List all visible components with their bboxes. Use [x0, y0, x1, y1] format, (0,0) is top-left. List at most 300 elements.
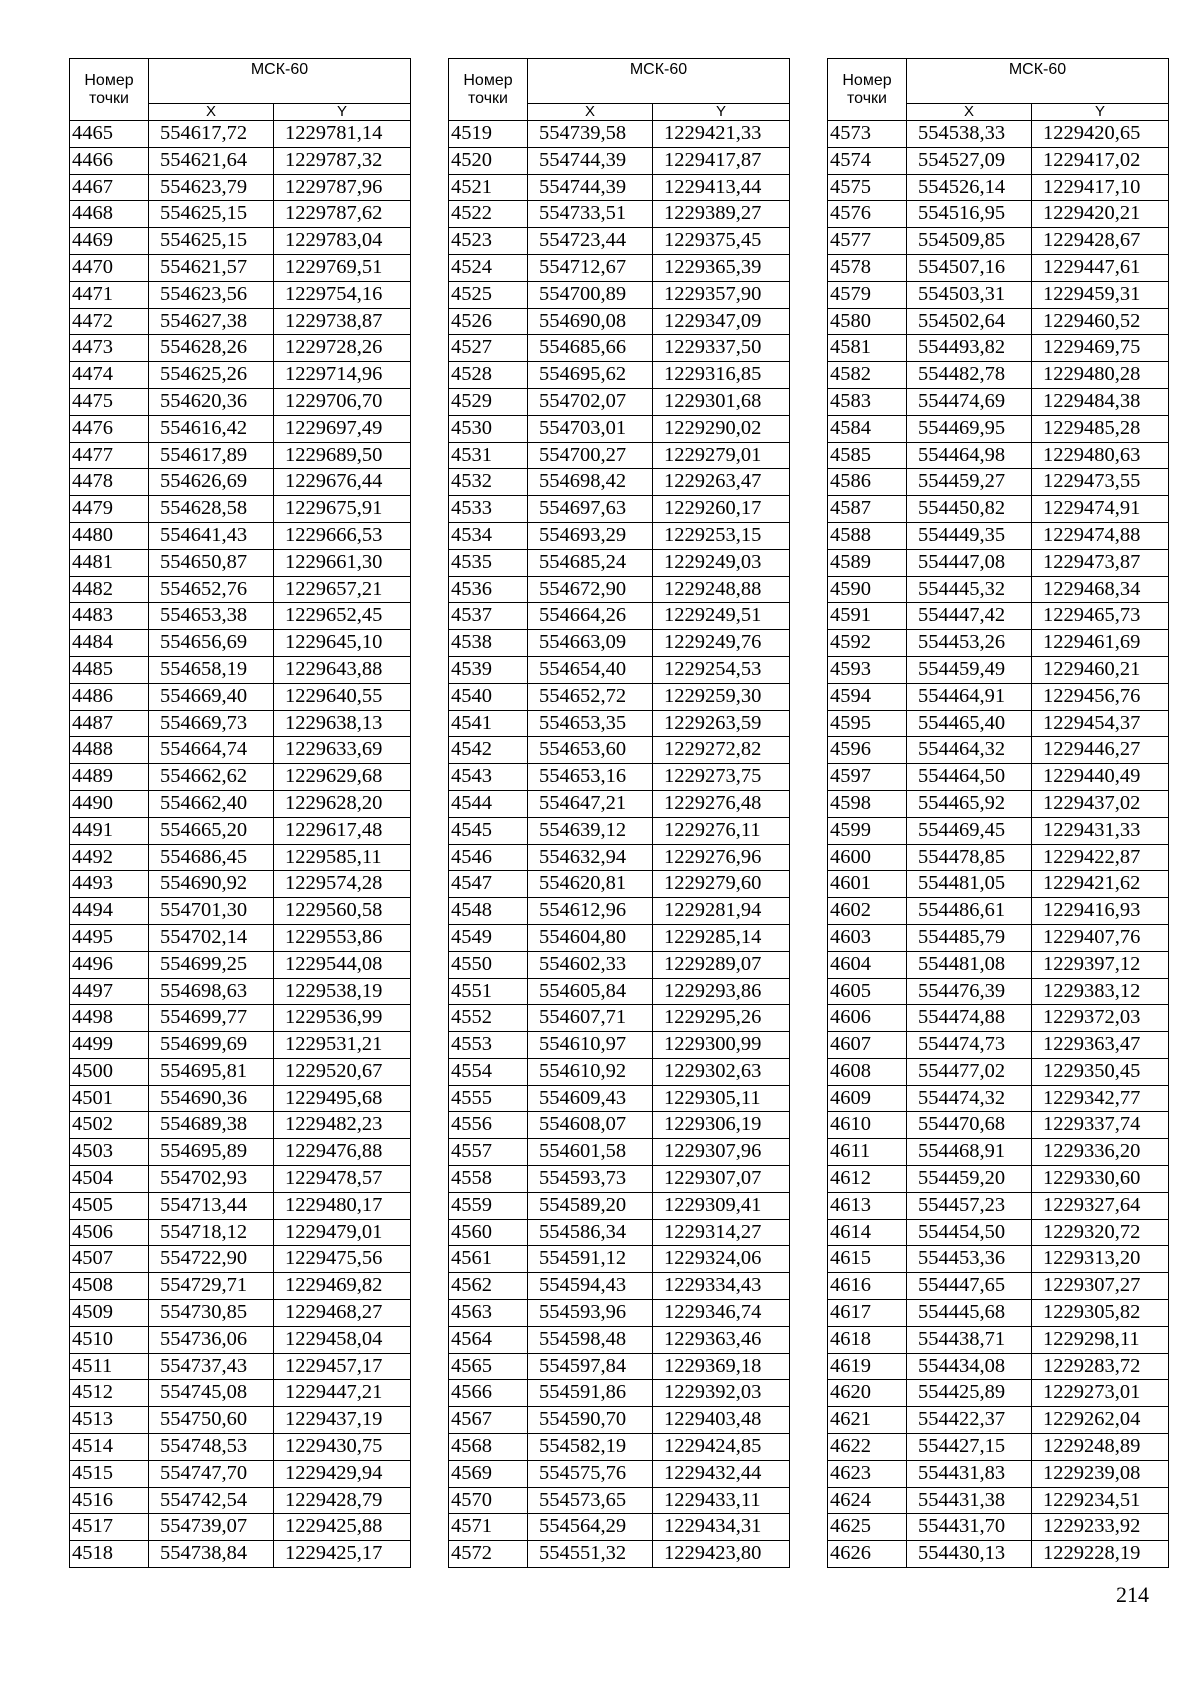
table-row [449, 1514, 790, 1541]
y-coordinate-cell: 1229480,17 [274, 1192, 411, 1219]
x-coordinate-cell: 554481,05 [907, 871, 1032, 898]
point-number-cell: 4509 [70, 1300, 149, 1327]
y-coordinate-cell: 1229249,03 [653, 549, 790, 576]
point-number-cell: 4601 [828, 871, 907, 898]
y-coordinate-cell: 1229429,94 [274, 1460, 411, 1487]
table-row [828, 1487, 1169, 1514]
point-number-cell: 4578 [828, 254, 907, 281]
point-number-cell: 4513 [70, 1407, 149, 1434]
y-coordinate-cell: 1229431,33 [1032, 817, 1169, 844]
point-number-cell: 4468 [70, 201, 149, 228]
point-number-cell: 4483 [70, 603, 149, 630]
y-coordinate-cell: 1229350,45 [1032, 1058, 1169, 1085]
x-coordinate-cell: 554690,08 [528, 308, 653, 335]
x-coordinate-cell: 554527,09 [907, 147, 1032, 174]
table-row [449, 442, 790, 469]
table-row [449, 710, 790, 737]
y-coordinate-cell: 1229473,55 [1032, 469, 1169, 496]
point-number-cell: 4538 [449, 630, 528, 657]
x-coordinate-cell: 554468,91 [907, 1139, 1032, 1166]
table-row [70, 1514, 411, 1541]
y-coordinate-cell: 1229383,12 [1032, 978, 1169, 1005]
y-coordinate-cell: 1229337,74 [1032, 1112, 1169, 1139]
x-coordinate-cell: 554723,44 [528, 228, 653, 255]
y-coordinate-cell: 1229417,02 [1032, 147, 1169, 174]
x-coordinate-cell: 554621,57 [149, 254, 274, 281]
y-column-header: Y [653, 104, 790, 121]
table-row [449, 1058, 790, 1085]
table-row [449, 764, 790, 791]
point-number-cell: 4467 [70, 174, 149, 201]
point-number-cell: 4602 [828, 898, 907, 925]
point-number-cell: 4488 [70, 737, 149, 764]
y-coordinate-cell: 1229468,34 [1032, 576, 1169, 603]
point-number-cell: 4528 [449, 362, 528, 389]
point-number-cell: 4574 [828, 147, 907, 174]
point-number-cell: 4591 [828, 603, 907, 630]
y-coordinate-cell: 1229738,87 [274, 308, 411, 335]
table-row [70, 1005, 411, 1032]
table-row [828, 844, 1169, 871]
table-row [449, 1166, 790, 1193]
y-coordinate-cell: 1229714,96 [274, 362, 411, 389]
y-coordinate-cell: 1229262,04 [1032, 1407, 1169, 1434]
y-coordinate-cell: 1229643,88 [274, 656, 411, 683]
y-coordinate-cell: 1229357,90 [653, 281, 790, 308]
x-coordinate-cell: 554617,72 [149, 121, 274, 148]
point-number-cell: 4583 [828, 388, 907, 415]
point-number-cell: 4471 [70, 281, 149, 308]
x-coordinate-cell: 554742,54 [149, 1487, 274, 1514]
y-coordinate-cell: 1229520,67 [274, 1058, 411, 1085]
y-coordinate-cell: 1229293,86 [653, 978, 790, 1005]
y-coordinate-cell: 1229544,08 [274, 951, 411, 978]
x-coordinate-cell: 554459,20 [907, 1166, 1032, 1193]
table-row [70, 1112, 411, 1139]
y-coordinate-cell: 1229337,50 [653, 335, 790, 362]
point-number-cell: 4539 [449, 656, 528, 683]
y-coordinate-cell: 1229417,10 [1032, 174, 1169, 201]
y-coordinate-cell: 1229347,09 [653, 308, 790, 335]
point-number-cell: 4563 [449, 1300, 528, 1327]
x-coordinate-cell: 554662,40 [149, 790, 274, 817]
table-row [70, 522, 411, 549]
table-row [449, 469, 790, 496]
point-number-cell: 4626 [828, 1541, 907, 1568]
point-number-cell: 4537 [449, 603, 528, 630]
y-coordinate-cell: 1229468,27 [274, 1300, 411, 1327]
y-coordinate-cell: 1229458,04 [274, 1326, 411, 1353]
table-row [828, 951, 1169, 978]
table-row [70, 549, 411, 576]
table-row [70, 147, 411, 174]
point-number-cell: 4573 [828, 121, 907, 148]
point-number-cell: 4519 [449, 121, 528, 148]
x-coordinate-cell: 554526,14 [907, 174, 1032, 201]
x-coordinate-cell: 554453,26 [907, 630, 1032, 657]
table-row [449, 522, 790, 549]
y-coordinate-cell: 1229416,93 [1032, 898, 1169, 925]
y-coordinate-cell: 1229281,94 [653, 898, 790, 925]
y-coordinate-cell: 1229430,75 [274, 1434, 411, 1461]
table-row [70, 737, 411, 764]
x-coordinate-cell: 554493,82 [907, 335, 1032, 362]
y-coordinate-cell: 1229446,27 [1032, 737, 1169, 764]
y-coordinate-cell: 1229420,21 [1032, 201, 1169, 228]
point-number-cell: 4568 [449, 1434, 528, 1461]
point-number-cell: 4575 [828, 174, 907, 201]
table-row [828, 281, 1169, 308]
point-number-cell: 4495 [70, 924, 149, 951]
x-coordinate-cell: 554750,60 [149, 1407, 274, 1434]
table-row [449, 924, 790, 951]
point-number-cell: 4479 [70, 496, 149, 523]
point-number-cell: 4554 [449, 1058, 528, 1085]
y-coordinate-cell: 1229263,47 [653, 469, 790, 496]
x-coordinate-cell: 554718,12 [149, 1219, 274, 1246]
table-row [449, 898, 790, 925]
y-coordinate-cell: 1229787,32 [274, 147, 411, 174]
x-coordinate-cell: 554464,98 [907, 442, 1032, 469]
x-coordinate-cell: 554739,07 [149, 1514, 274, 1541]
y-coordinate-cell: 1229585,11 [274, 844, 411, 871]
table-row [70, 630, 411, 657]
point-number-cell: 4615 [828, 1246, 907, 1273]
y-coordinate-cell: 1229728,26 [274, 335, 411, 362]
point-number-cell: 4620 [828, 1380, 907, 1407]
point-number-cell: 4594 [828, 683, 907, 710]
y-coordinate-cell: 1229787,96 [274, 174, 411, 201]
y-coordinate-cell: 1229465,73 [1032, 603, 1169, 630]
table-row [828, 201, 1169, 228]
x-coordinate-cell: 554695,62 [528, 362, 653, 389]
y-coordinate-cell: 1229403,48 [653, 1407, 790, 1434]
x-coordinate-cell: 554712,67 [528, 254, 653, 281]
x-coordinate-cell: 554698,63 [149, 978, 274, 1005]
table-row [449, 1139, 790, 1166]
point-number-cell: 4480 [70, 522, 149, 549]
point-number-cell: 4617 [828, 1300, 907, 1327]
table-row [70, 1407, 411, 1434]
x-coordinate-cell: 554654,40 [528, 656, 653, 683]
point-number-cell: 4518 [70, 1541, 149, 1568]
x-coordinate-cell: 554453,36 [907, 1246, 1032, 1273]
point-number-cell: 4525 [449, 281, 528, 308]
x-coordinate-cell: 554701,30 [149, 898, 274, 925]
y-coordinate-cell: 1229313,20 [1032, 1246, 1169, 1273]
point-number-cell: 4491 [70, 817, 149, 844]
table-row [449, 978, 790, 1005]
point-number-cell: 4512 [70, 1380, 149, 1407]
point-number-cell: 4590 [828, 576, 907, 603]
y-coordinate-cell: 1229469,75 [1032, 335, 1169, 362]
y-coordinate-cell: 1229290,02 [653, 415, 790, 442]
y-coordinate-cell: 1229428,67 [1032, 228, 1169, 255]
y-coordinate-cell: 1229276,48 [653, 790, 790, 817]
table-row [828, 1353, 1169, 1380]
point-number-cell: 4506 [70, 1219, 149, 1246]
table-row [70, 817, 411, 844]
x-coordinate-cell: 554447,42 [907, 603, 1032, 630]
y-coordinate-cell: 1229389,27 [653, 201, 790, 228]
y-column-header: Y [274, 104, 411, 121]
y-coordinate-cell: 1229397,12 [1032, 951, 1169, 978]
point-number-cell: 4531 [449, 442, 528, 469]
x-coordinate-cell: 554729,71 [149, 1273, 274, 1300]
table-row [828, 576, 1169, 603]
x-coordinate-cell: 554477,02 [907, 1058, 1032, 1085]
table-row [828, 1514, 1169, 1541]
table-row [449, 1300, 790, 1327]
table-row [449, 871, 790, 898]
x-coordinate-cell: 554627,38 [149, 308, 274, 335]
x-coordinate-cell: 554650,87 [149, 549, 274, 576]
point-number-cell: 4494 [70, 898, 149, 925]
y-coordinate-cell: 1229425,17 [274, 1541, 411, 1568]
point-number-cell: 4514 [70, 1434, 149, 1461]
y-coordinate-cell: 1229233,92 [1032, 1514, 1169, 1541]
table-row [449, 1434, 790, 1461]
x-coordinate-cell: 554538,33 [907, 121, 1032, 148]
table-row [828, 1300, 1169, 1327]
table-row [828, 898, 1169, 925]
y-coordinate-cell: 1229392,03 [653, 1380, 790, 1407]
y-coordinate-cell: 1229479,01 [274, 1219, 411, 1246]
point-number-cell: 4623 [828, 1460, 907, 1487]
x-coordinate-cell: 554434,08 [907, 1353, 1032, 1380]
point-number-cell: 4482 [70, 576, 149, 603]
y-coordinate-cell: 1229421,33 [653, 121, 790, 148]
y-coordinate-cell: 1229369,18 [653, 1353, 790, 1380]
y-coordinate-cell: 1229437,02 [1032, 790, 1169, 817]
x-coordinate-cell: 554745,08 [149, 1380, 274, 1407]
point-number-cell: 4501 [70, 1085, 149, 1112]
table-row [828, 335, 1169, 362]
point-number-cell: 4560 [449, 1219, 528, 1246]
point-number-cell: 4582 [828, 362, 907, 389]
table-row [828, 1246, 1169, 1273]
table-row [449, 549, 790, 576]
x-coordinate-cell: 554700,89 [528, 281, 653, 308]
point-number-cell: 4517 [70, 1514, 149, 1541]
point-number-cell: 4530 [449, 415, 528, 442]
table-row [449, 1407, 790, 1434]
table-row [449, 1246, 790, 1273]
table-row [70, 1219, 411, 1246]
table-row [70, 1460, 411, 1487]
table-row [828, 1219, 1169, 1246]
table-row [828, 1085, 1169, 1112]
x-coordinate-cell: 554628,26 [149, 335, 274, 362]
table-row [70, 656, 411, 683]
point-number-cell: 4520 [449, 147, 528, 174]
point-number-cell: 4544 [449, 790, 528, 817]
table-row [828, 1112, 1169, 1139]
y-coordinate-cell: 1229307,96 [653, 1139, 790, 1166]
y-coordinate-cell: 1229783,04 [274, 228, 411, 255]
y-coordinate-cell: 1229253,15 [653, 522, 790, 549]
x-coordinate-cell: 554739,58 [528, 121, 653, 148]
point-number-cell: 4581 [828, 335, 907, 362]
table-row [449, 174, 790, 201]
y-coordinate-cell: 1229629,68 [274, 764, 411, 791]
y-coordinate-cell: 1229675,91 [274, 496, 411, 523]
point-number-cell: 4478 [70, 469, 149, 496]
y-coordinate-cell: 1229676,44 [274, 469, 411, 496]
x-coordinate-cell: 554652,72 [528, 683, 653, 710]
point-number-cell: 4550 [449, 951, 528, 978]
point-number-cell: 4619 [828, 1353, 907, 1380]
x-coordinate-cell: 554656,69 [149, 630, 274, 657]
y-coordinate-cell: 1229342,77 [1032, 1085, 1169, 1112]
point-number-cell: 4585 [828, 442, 907, 469]
table-row [828, 737, 1169, 764]
x-coordinate-cell: 554586,34 [528, 1219, 653, 1246]
point-number-header: Номер точки [449, 59, 528, 121]
y-coordinate-cell: 1229456,76 [1032, 683, 1169, 710]
y-coordinate-cell: 1229645,10 [274, 630, 411, 657]
point-number-cell: 4508 [70, 1273, 149, 1300]
x-coordinate-cell: 554445,68 [907, 1300, 1032, 1327]
x-coordinate-cell: 554625,26 [149, 362, 274, 389]
y-coordinate-cell: 1229574,28 [274, 871, 411, 898]
x-coordinate-cell: 554626,69 [149, 469, 274, 496]
point-number-cell: 4598 [828, 790, 907, 817]
point-number-cell: 4595 [828, 710, 907, 737]
table-row [70, 951, 411, 978]
table-row [70, 1032, 411, 1059]
point-number-header: Номер точки [828, 59, 907, 121]
y-coordinate-cell: 1229272,82 [653, 737, 790, 764]
table-row [70, 1380, 411, 1407]
x-coordinate-cell: 554431,38 [907, 1487, 1032, 1514]
point-number-cell: 4524 [449, 254, 528, 281]
table-row [449, 1353, 790, 1380]
point-number-cell: 4475 [70, 388, 149, 415]
x-coordinate-cell: 554639,12 [528, 817, 653, 844]
x-coordinate-cell: 554593,96 [528, 1300, 653, 1327]
table-row [70, 924, 411, 951]
point-number-cell: 4580 [828, 308, 907, 335]
y-coordinate-cell: 1229459,31 [1032, 281, 1169, 308]
y-coordinate-cell: 1229482,23 [274, 1112, 411, 1139]
y-coordinate-cell: 1229433,11 [653, 1487, 790, 1514]
table-row [828, 308, 1169, 335]
table-row [449, 603, 790, 630]
table-row [449, 1219, 790, 1246]
x-coordinate-cell: 554551,32 [528, 1541, 653, 1568]
y-coordinate-cell: 1229346,74 [653, 1300, 790, 1327]
coordinates-table-3 [827, 58, 1169, 1568]
x-coordinate-cell: 554653,35 [528, 710, 653, 737]
point-number-cell: 4465 [70, 121, 149, 148]
x-coordinate-cell: 554672,90 [528, 576, 653, 603]
x-coordinate-cell: 554625,15 [149, 228, 274, 255]
x-coordinate-cell: 554616,42 [149, 415, 274, 442]
table-row [449, 335, 790, 362]
y-coordinate-cell: 1229553,86 [274, 924, 411, 951]
page-number: 214 [1116, 1582, 1149, 1607]
x-column-header: X [149, 104, 274, 121]
point-number-cell: 4607 [828, 1032, 907, 1059]
table-row [70, 415, 411, 442]
y-coordinate-cell: 1229285,14 [653, 924, 790, 951]
point-number-cell: 4551 [449, 978, 528, 1005]
x-coordinate-cell: 554604,80 [528, 924, 653, 951]
point-number-cell: 4611 [828, 1139, 907, 1166]
y-coordinate-cell: 1229263,59 [653, 710, 790, 737]
x-coordinate-cell: 554699,77 [149, 1005, 274, 1032]
x-coordinate-cell: 554478,85 [907, 844, 1032, 871]
y-coordinate-cell: 1229273,01 [1032, 1380, 1169, 1407]
point-number-cell: 4481 [70, 549, 149, 576]
point-number-cell: 4532 [449, 469, 528, 496]
x-coordinate-cell: 554422,37 [907, 1407, 1032, 1434]
y-coordinate-cell: 1229469,82 [274, 1273, 411, 1300]
x-coordinate-cell: 554702,07 [528, 388, 653, 415]
point-number-cell: 4493 [70, 871, 149, 898]
table-row [70, 1058, 411, 1085]
y-coordinate-cell: 1229560,58 [274, 898, 411, 925]
point-number-cell: 4571 [449, 1514, 528, 1541]
x-coordinate-cell: 554465,92 [907, 790, 1032, 817]
x-coordinate-cell: 554591,86 [528, 1380, 653, 1407]
table-row [70, 228, 411, 255]
x-coordinate-cell: 554464,91 [907, 683, 1032, 710]
table-row [70, 603, 411, 630]
table-row [449, 147, 790, 174]
x-coordinate-cell: 554736,06 [149, 1326, 274, 1353]
point-number-cell: 4545 [449, 817, 528, 844]
y-coordinate-cell: 1229769,51 [274, 254, 411, 281]
table-row [70, 790, 411, 817]
table-row [70, 710, 411, 737]
point-number-cell: 4487 [70, 710, 149, 737]
table-row [828, 121, 1169, 148]
x-coordinate-cell: 554612,96 [528, 898, 653, 925]
x-coordinate-cell: 554474,88 [907, 1005, 1032, 1032]
y-coordinate-cell: 1229787,62 [274, 201, 411, 228]
y-coordinate-cell: 1229363,47 [1032, 1032, 1169, 1059]
y-coordinate-cell: 1229305,11 [653, 1085, 790, 1112]
table-row [70, 1085, 411, 1112]
x-coordinate-cell: 554447,65 [907, 1273, 1032, 1300]
y-coordinate-cell: 1229334,43 [653, 1273, 790, 1300]
point-number-cell: 4599 [828, 817, 907, 844]
point-number-cell: 4612 [828, 1166, 907, 1193]
point-number-cell: 4576 [828, 201, 907, 228]
y-coordinate-cell: 1229689,50 [274, 442, 411, 469]
point-number-cell: 4485 [70, 656, 149, 683]
x-coordinate-cell: 554469,45 [907, 817, 1032, 844]
table-row [70, 1353, 411, 1380]
y-column-header: Y [1032, 104, 1169, 121]
table-row [70, 683, 411, 710]
x-coordinate-cell: 554621,64 [149, 147, 274, 174]
x-coordinate-cell: 554507,16 [907, 254, 1032, 281]
point-number-cell: 4579 [828, 281, 907, 308]
x-coordinate-cell: 554431,70 [907, 1514, 1032, 1541]
x-coordinate-cell: 554698,42 [528, 469, 653, 496]
x-coordinate-cell: 554602,33 [528, 951, 653, 978]
y-coordinate-cell: 1229314,27 [653, 1219, 790, 1246]
y-coordinate-cell: 1229365,39 [653, 254, 790, 281]
y-coordinate-cell: 1229413,44 [653, 174, 790, 201]
x-coordinate-cell: 554474,69 [907, 388, 1032, 415]
table-row [449, 1032, 790, 1059]
point-number-cell: 4466 [70, 147, 149, 174]
point-number-cell: 4608 [828, 1058, 907, 1085]
